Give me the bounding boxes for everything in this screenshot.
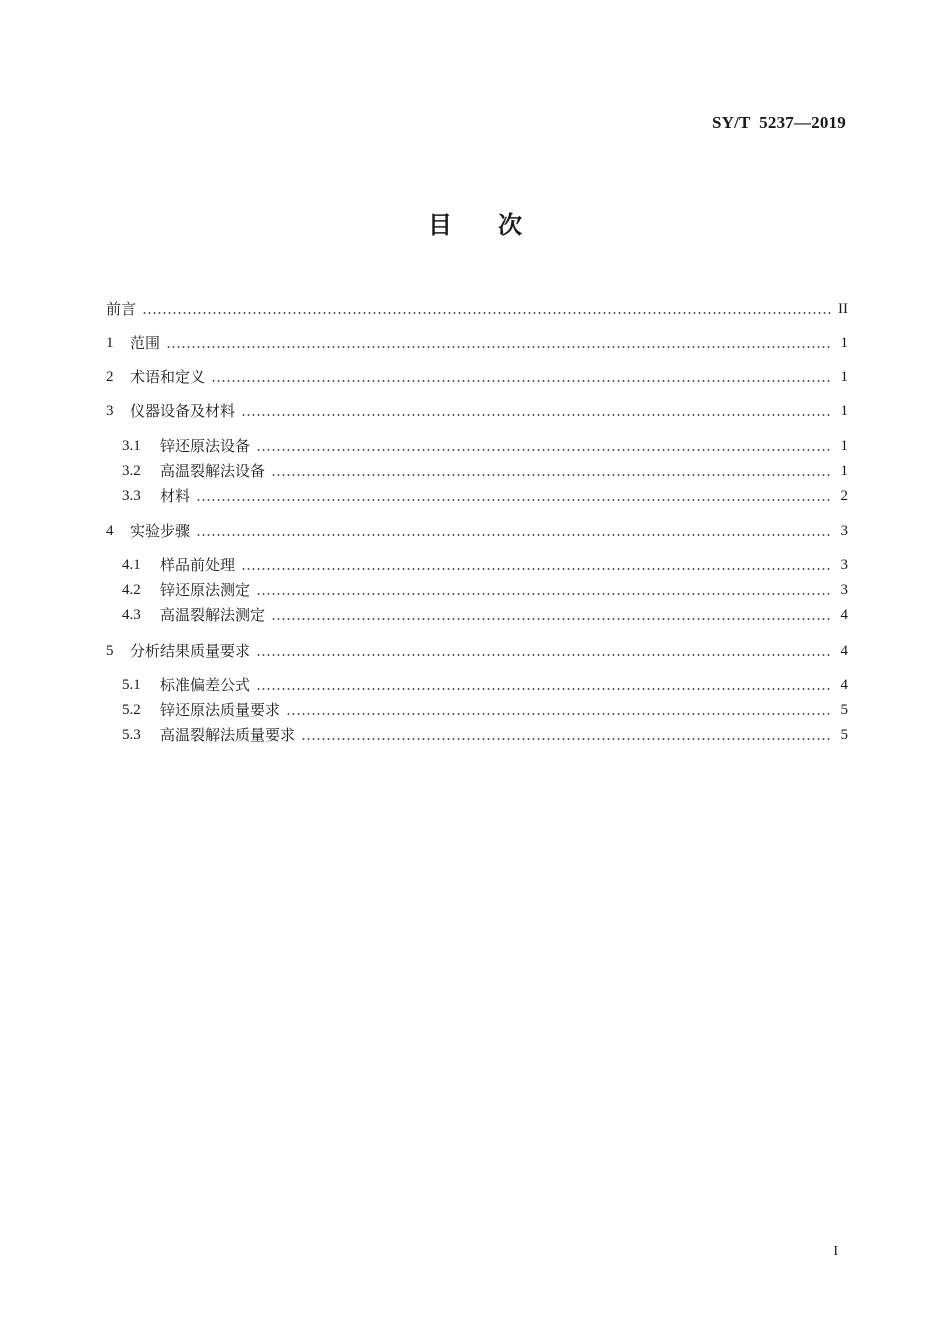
toc-entry-title: 术语和定义 [130,368,206,386]
toc-entry[interactable] [122,604,848,626]
toc-entry-title: 锌还原法测定 [160,581,251,599]
toc-entry-page: 2 [840,488,848,504]
toc-leader-dots [241,414,832,416]
toc-entry-title: 仪器设备及材料 [130,402,236,420]
toc-leader-dots [256,593,832,595]
toc-entry-page: 1 [840,369,848,385]
toc-entry-number: 4.1 [122,557,141,573]
standard-code: SY/T 5237—2019 [712,113,846,132]
toc-entry-page: 1 [840,463,848,479]
toc-entry[interactable] [122,460,848,482]
toc-entry-page: 3 [840,523,848,539]
page-number: I [833,1244,838,1259]
toc-entry-title: 高温裂解法质量要求 [160,726,296,744]
toc-entry[interactable] [106,520,848,542]
toc-entry-page: 5 [840,727,848,743]
toc-entry[interactable] [122,724,848,746]
toc-entry-title: 高温裂解法设备 [160,462,266,480]
toc-entry-title: 锌还原法质量要求 [160,701,281,719]
toc-entry-title: 样品前处理 [160,556,236,574]
toc-leader-dots [271,618,832,620]
toc-entry-title: 锌还原法设备 [160,437,251,455]
toc-entry-number: 5.3 [122,727,141,743]
toc-entry-number: 5.2 [122,702,141,718]
toc-entry[interactable] [106,366,848,388]
toc-leader-dots [256,654,832,656]
toc-entry[interactable] [122,435,848,457]
toc-leader-dots [301,738,832,740]
toc-entry-number: 4.3 [122,607,141,623]
toc-leader-dots [196,499,832,501]
toc-entry-page: 4 [840,643,848,659]
toc-entry-page: 1 [840,438,848,454]
page-title: 目次 [428,211,568,239]
toc-leader-dots [211,380,832,382]
toc-entry-number: 3.2 [122,463,141,479]
toc-entry-number: 3.1 [122,438,141,454]
toc-entry-number: 3.3 [122,488,141,504]
toc-entry-number: 3 [106,403,114,419]
toc-entry-number: 2 [106,369,114,385]
toc-entry-number: 4.2 [122,582,141,598]
toc-entry[interactable] [122,699,848,721]
toc-leader-dots [256,449,832,451]
toc-entry[interactable] [106,640,848,662]
toc-leader-dots [286,713,832,715]
toc-leader-dots [166,346,832,348]
toc-entry[interactable] [106,332,848,354]
toc-entry-page: 1 [840,403,848,419]
toc-entry-page: 4 [840,677,848,693]
toc-entry-title: 实验步骤 [130,522,191,540]
toc-entry-page: 4 [840,607,848,623]
toc-entry[interactable] [106,400,848,422]
toc-entry[interactable] [106,298,848,320]
toc-entry-number: 1 [106,335,114,351]
toc-leader-dots [142,312,832,314]
toc-entry-page: 3 [840,582,848,598]
toc-entry-page: 1 [840,335,848,351]
toc-entry-number: 5.1 [122,677,141,693]
toc-entry[interactable] [122,554,848,576]
toc-entry-title: 前言 [106,300,137,318]
toc-entry[interactable] [122,485,848,507]
toc-leader-dots [196,534,832,536]
toc-entry-title: 分析结果质量要求 [130,642,251,660]
toc-entry-number: 4 [106,523,114,539]
toc-entry-number: 5 [106,643,114,659]
toc-entry-page: 3 [840,557,848,573]
toc-entry-page: II [838,301,848,317]
toc-entry[interactable] [122,674,848,696]
toc-entry[interactable] [122,579,848,601]
toc-leader-dots [271,474,832,476]
toc-entry-title: 材料 [160,487,191,505]
toc-entry-page: 5 [840,702,848,718]
toc-entry-title: 高温裂解法测定 [160,606,266,624]
toc-entry-title: 范围 [130,334,161,352]
toc-leader-dots [241,568,832,570]
toc-leader-dots [256,688,832,690]
toc-entry-title: 标准偏差公式 [160,676,251,694]
